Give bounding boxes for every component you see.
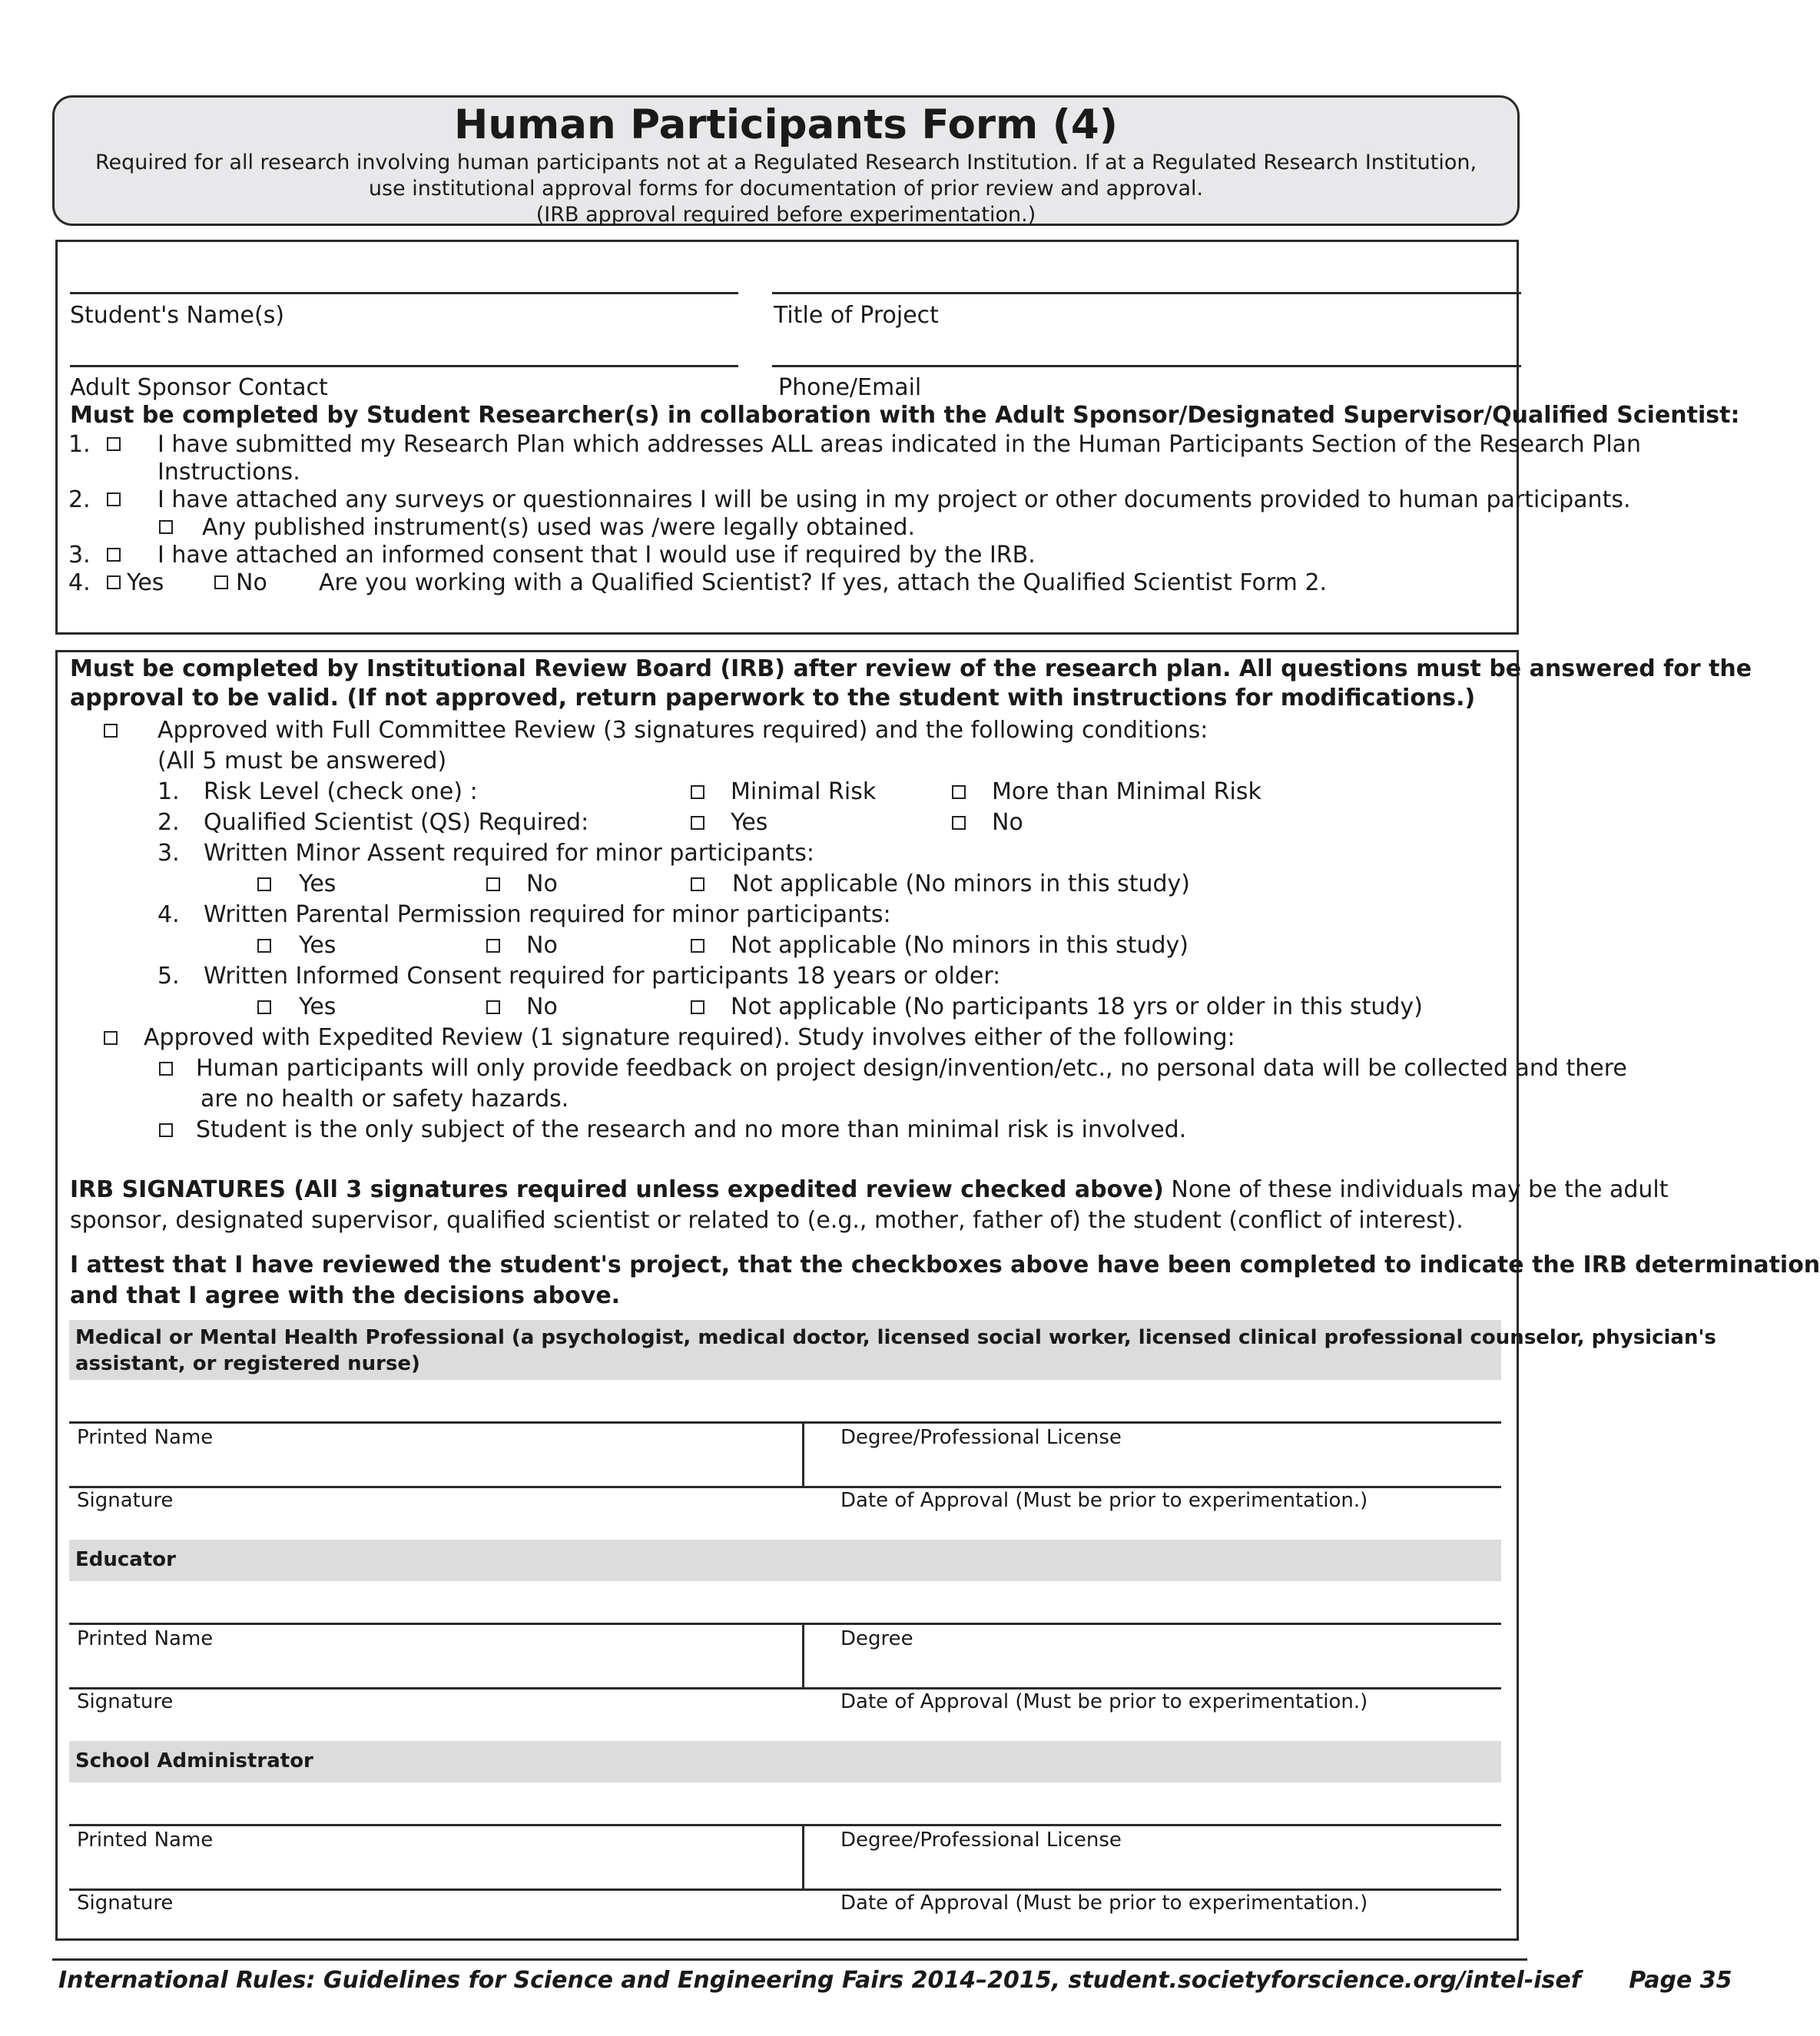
attest-text-2: and that I agree with the decisions above. [70, 1282, 621, 1309]
edu-signature-line[interactable] [69, 1687, 1501, 1689]
checkbox-minimal-risk[interactable] [691, 785, 704, 799]
checkbox-qs-required-no[interactable] [952, 816, 966, 830]
adm-signature-line[interactable] [69, 1888, 1501, 1891]
form-title: Human Participants Form (4) [453, 101, 1119, 148]
minimal-risk-label: Minimal Risk [731, 778, 877, 805]
full-review-text: Approved with Full Committee Review (3 signatures required) and the following conditions: [157, 717, 1208, 744]
medical-header-line2: assistant, or registered nurse) [75, 1352, 420, 1375]
item-number: 2. [68, 486, 91, 513]
edu-signature-label: Signature [77, 1690, 174, 1713]
q5-number: 5. [157, 963, 180, 990]
adm-divider [802, 1824, 804, 1888]
checkbox-full-committee[interactable] [104, 724, 118, 738]
checkbox-qs-required-yes[interactable] [691, 816, 704, 830]
checkbox-research-plan[interactable] [107, 437, 121, 451]
item3-text: I have attached an informed consent that I would use if required by the IRB. [157, 542, 1036, 569]
checkbox-minor-assent-yes[interactable] [257, 877, 271, 891]
adm-printed-name-line[interactable] [69, 1824, 1501, 1826]
checkbox-published-instrument[interactable] [159, 520, 173, 534]
header-subtitle-2: use institutional approval forms for documentation of prior review and approval. [368, 177, 1204, 201]
med-printed-name-line[interactable] [69, 1421, 1501, 1424]
exp2-text: Student is the only subject of the research and no more than minimal risk is involved. [196, 1116, 1187, 1143]
student-instruction: Must be completed by Student Researcher(s) in collaboration with the Adult Sponsor/Designated Supervisor/Qualified Scientist: [70, 402, 1740, 429]
all5-text: (All 5 must be answered) [157, 748, 447, 774]
minor-assent-no-label: No [526, 870, 558, 897]
title-of-project-input-line[interactable] [772, 292, 1521, 294]
footer-text: International Rules: Guidelines for Science and Engineering Fairs 2014–2015, student.societyforscience.org/intel-isef [58, 1967, 1581, 1994]
item2-sub-text: Any published instrument(s) used was /were legally obtained. [202, 514, 916, 541]
checkbox-consent-yes[interactable] [257, 1000, 271, 1014]
medical-professional-header [69, 1320, 1716, 1380]
parental-no-label: No [526, 932, 558, 959]
med-divider [802, 1421, 804, 1486]
checkbox-parental-no[interactable] [486, 939, 500, 953]
item1-text-cont: Instructions. [157, 459, 300, 486]
q2-text: Qualified Scientist (QS) Required: [204, 809, 589, 836]
adm-degree-label: Degree/Professional License [840, 1829, 1122, 1852]
checkbox-consent-no[interactable] [486, 1000, 500, 1014]
footer [58, 1967, 1732, 1994]
qs-no-label: No [236, 569, 267, 596]
phone-email-label: Phone/Email [778, 374, 922, 401]
irb-instruction-1: Must be completed by Institutional Review Board (IRB) after review of the research plan. All questions must be answered for the [70, 655, 1752, 682]
educator-header-text: Educator [75, 1548, 176, 1571]
checkbox-parental-yes[interactable] [257, 939, 271, 953]
checkbox-informed-consent[interactable] [107, 548, 121, 562]
minor-assent-yes-label: Yes [299, 870, 336, 897]
item4-question: Are you working with a Qualified Scientist? If yes, attach the Qualified Scientist Form 2. [319, 569, 1328, 596]
page-number: Page 35 [1629, 1967, 1732, 1994]
more-than-minimal-label: More than Minimal Risk [992, 778, 1261, 805]
footer-rule [52, 1958, 1527, 1961]
irb-instruction-2: approval to be valid. (If not approved, return paperwork to the student with instructions for modifications.) [70, 685, 1476, 711]
q5-text: Written Informed Consent required for participants 18 years or older: [204, 963, 1001, 990]
irb-signatures-text [70, 1176, 1669, 1203]
checkbox-qs-yes[interactable] [107, 575, 121, 589]
item-number: 1. [68, 431, 91, 458]
q2-number: 2. [157, 809, 180, 836]
checkbox-feedback-only[interactable] [159, 1062, 173, 1076]
checkbox-expedited[interactable] [104, 1031, 118, 1045]
qs-required-yes-label: Yes [731, 809, 768, 836]
exp1-text-cont: are no health or safety hazards. [201, 1086, 569, 1113]
med-degree-label: Degree/Professional License [840, 1426, 1122, 1449]
minor-assent-na-label: Not applicable (No minors in this study) [732, 870, 1191, 897]
educator-header [69, 1540, 1501, 1581]
qs-yes-label: Yes [127, 569, 164, 596]
adult-sponsor-label: Adult Sponsor Contact [70, 374, 328, 401]
edu-printed-name-line[interactable] [69, 1623, 1501, 1625]
checkbox-consent-na[interactable] [691, 1000, 704, 1014]
students-name-input-line[interactable] [70, 292, 738, 294]
checkbox-surveys-attached[interactable] [107, 492, 121, 506]
med-signature-label: Signature [77, 1489, 174, 1512]
consent-na-label: Not applicable (No participants 18 yrs or older in this study) [731, 993, 1423, 1020]
phone-email-input-line[interactable] [772, 365, 1521, 367]
item-number: 4. [68, 569, 91, 596]
edu-printed-name-label: Printed Name [77, 1627, 214, 1650]
students-name-label: Student's Name(s) [70, 302, 285, 329]
checkbox-minor-assent-na[interactable] [691, 877, 704, 891]
q3-text: Written Minor Assent required for minor participants: [204, 840, 814, 867]
parental-yes-label: Yes [299, 932, 336, 959]
checkbox-minor-assent-no[interactable] [486, 877, 500, 891]
exp1-text: Human participants will only provide feedback on project design/invention/etc., no personal data will be collected and there [196, 1055, 1627, 1082]
irb-signatures-bold: IRB SIGNATURES (All 3 signatures required unless expedited review checked above) [70, 1176, 1164, 1203]
q4-text: Written Parental Permission required for minor participants: [204, 901, 891, 928]
school-admin-header [69, 1741, 1501, 1782]
consent-yes-label: Yes [299, 993, 336, 1020]
q3-number: 3. [157, 840, 180, 867]
expedited-text: Approved with Expedited Review (1 signature required). Study involves either of the following: [144, 1024, 1235, 1051]
adm-date-label: Date of Approval (Must be prior to experimentation.) [840, 1892, 1368, 1915]
adm-signature-label: Signature [77, 1892, 174, 1915]
title-of-project-label: Title of Project [774, 302, 939, 329]
consent-no-label: No [526, 993, 558, 1020]
edu-divider [802, 1623, 804, 1687]
item2-text: I have attached any surveys or questionnaires I will be using in my project or other documents provided to human participants. [157, 486, 1631, 513]
medical-header-line1: Medical or Mental Health Professional (a psychologist, medical doctor, licensed social worker, licensed clinical professional counselor, physician's [75, 1326, 1716, 1349]
irb-signatures-text-2: sponsor, designated supervisor, qualified scientist or related to (e.g., mother, father of) the student (conflict of interest). [70, 1207, 1464, 1234]
checkbox-parental-na[interactable] [691, 939, 704, 953]
header-subtitle-1: Required for all research involving human participants not at a Regulated Research Institution. If at a Regulated Research Institution, [94, 151, 1477, 174]
header-subtitle-3: (IRB approval required before experimentation.) [535, 203, 1036, 227]
med-date-label: Date of Approval (Must be prior to experimentation.) [840, 1489, 1368, 1512]
checkbox-more-than-minimal[interactable] [952, 785, 966, 799]
q1-text: Risk Level (check one) : [204, 778, 478, 805]
item1-text: I have submitted my Research Plan which addresses ALL areas indicated in the Human Participants Section of the Research Plan [157, 431, 1642, 458]
parental-na-label: Not applicable (No minors in this study) [731, 932, 1189, 959]
qs-required-no-label: No [992, 809, 1023, 836]
med-signature-line[interactable] [69, 1486, 1501, 1488]
irb-signatures-rest: None of these individuals may be the adult [1163, 1176, 1669, 1203]
school-admin-header-text: School Administrator [75, 1749, 313, 1772]
attest-text-1: I attest that I have reviewed the student's project, that the checkboxes above have been completed to indicate the IRB determination [70, 1252, 1820, 1278]
adult-sponsor-input-line[interactable] [70, 365, 738, 367]
q4-number: 4. [157, 901, 180, 928]
form-header [52, 95, 1520, 226]
med-printed-name-label: Printed Name [77, 1426, 214, 1449]
edu-degree-label: Degree [840, 1627, 913, 1650]
checkbox-qs-no[interactable] [214, 575, 228, 589]
student-section [55, 240, 1740, 635]
adm-printed-name-label: Printed Name [77, 1829, 214, 1852]
edu-date-label: Date of Approval (Must be prior to experimentation.) [840, 1690, 1368, 1713]
item-number: 3. [68, 542, 91, 569]
checkbox-student-only-subject[interactable] [159, 1123, 173, 1137]
q1-number: 1. [157, 778, 180, 805]
